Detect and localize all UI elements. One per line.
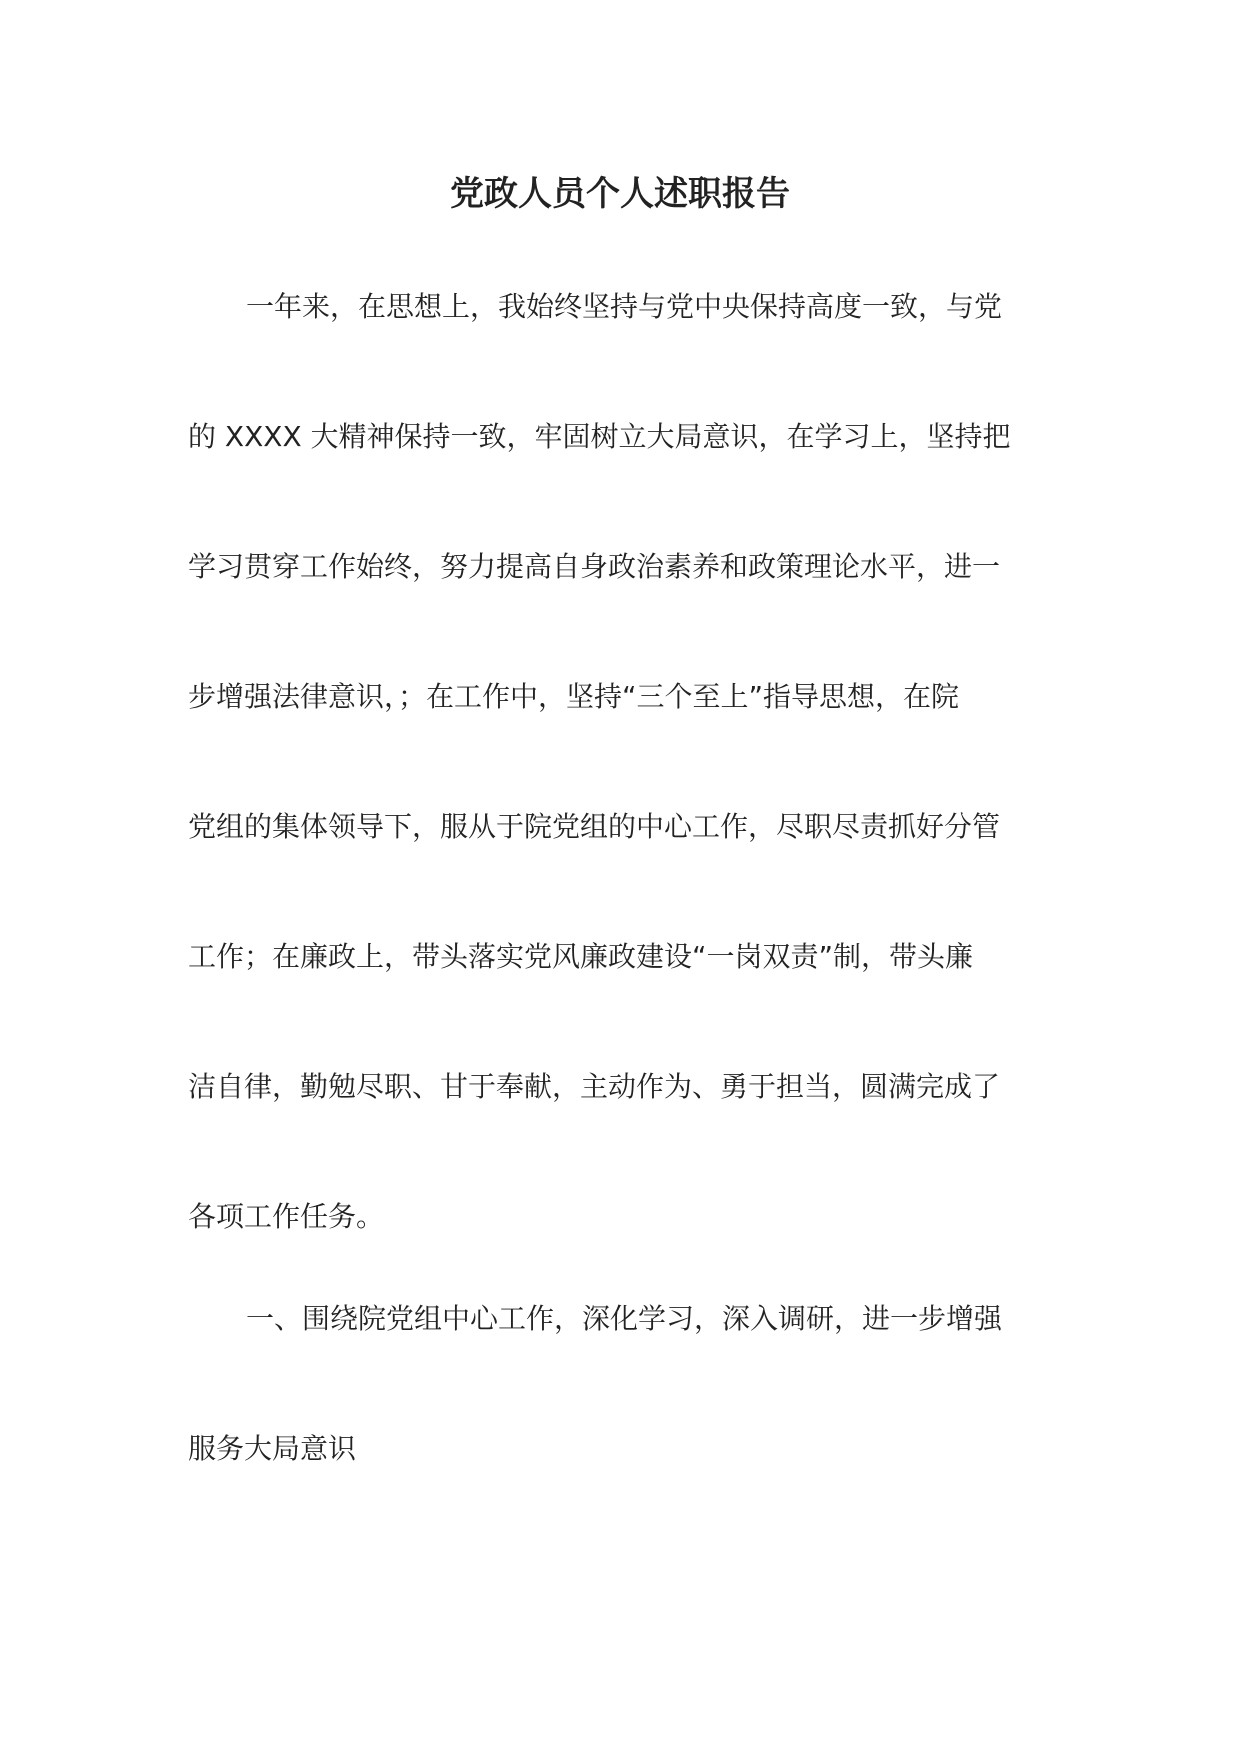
- paragraph-line: 步增强法律意识，；在工作中，坚持“三个至上”指导思想，在院: [188, 680, 960, 713]
- document-title: 党政人员个人述职报告: [450, 174, 790, 214]
- paragraph-line: 各项工作任务。: [188, 1200, 385, 1233]
- paragraph-line: 工作；在廉政上，带头落实党风廉政建设“一岗双责”制，带头廉: [188, 940, 974, 973]
- section-heading-line: 服务大局意识: [188, 1432, 357, 1465]
- paragraph-line: 的 XXXX 大精神保持一致，牢固树立大局意识，在学习上，坚持把: [188, 420, 1011, 453]
- paragraph-line: 学习贯穿工作始终，努力提高自身政治素养和政策理论水平，进一: [188, 550, 1001, 583]
- paragraph-line: 一年来，在思想上，我始终坚持与党中央保持高度一致，与党: [246, 290, 1003, 323]
- paragraph-line: 党组的集体领导下，服从于院党组的中心工作，尽职尽责抓好分管: [188, 810, 1001, 843]
- paragraph-line: 洁自律，勤勉尽职、甘于奉献，主动作为、勇于担当，圆满完成了: [188, 1070, 1001, 1103]
- section-heading-line: 一、围绕院党组中心工作，深化学习，深入调研，进一步增强: [246, 1302, 1003, 1335]
